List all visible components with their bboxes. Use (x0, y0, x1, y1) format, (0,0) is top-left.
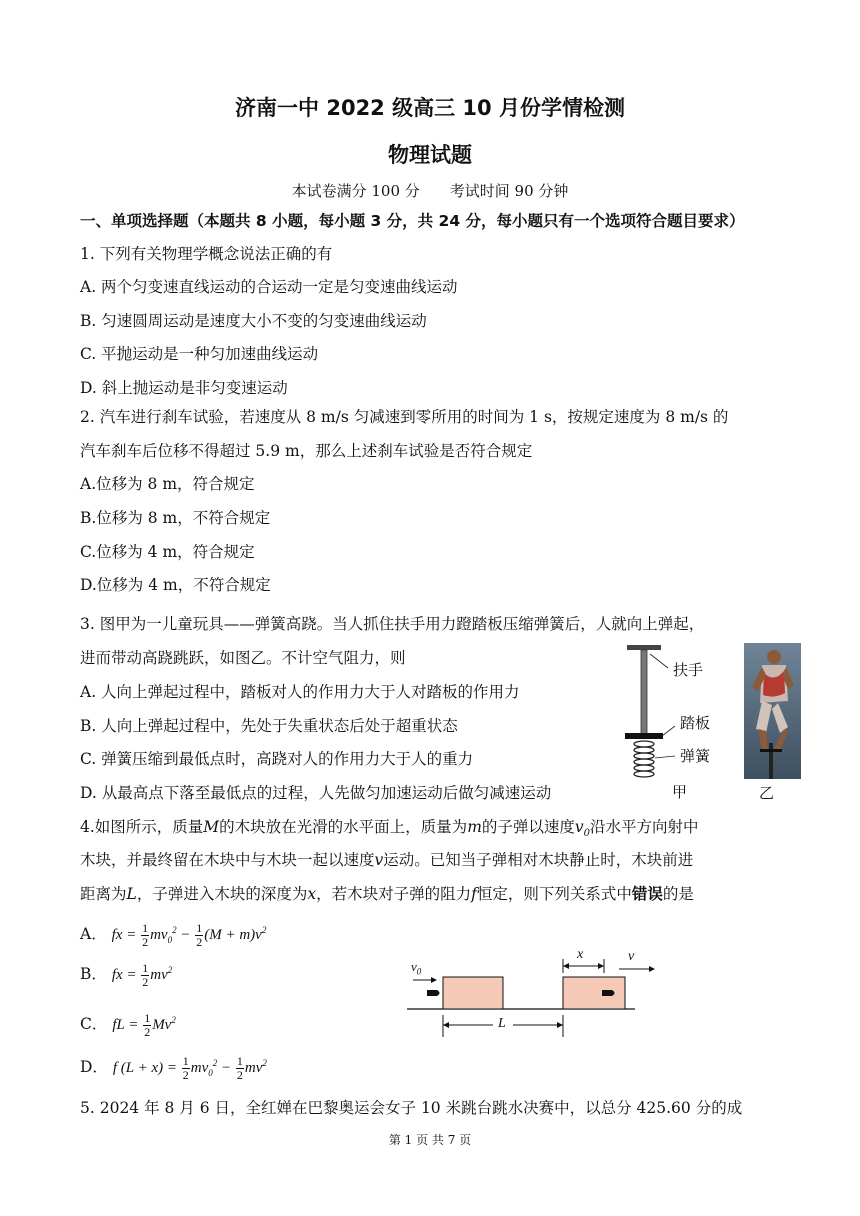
option-label: A． (80, 925, 107, 943)
fig-v0-text: v (411, 959, 417, 974)
bullet-block-diagram (405, 945, 660, 1045)
q4-text: 的子弹以速度 (481, 818, 575, 836)
q4-text: ，若木块对子弹的阻力 (316, 885, 472, 903)
fig-v0-subscript: 0 (416, 966, 422, 977)
q4-text: 的木块放在光滑的水平面上，质量为 (219, 818, 468, 836)
q4-option-a (80, 922, 266, 949)
q4-text: 运动。已知当子弹相对木块静止时，木块前进 (383, 851, 694, 869)
q4-text: 的是 (662, 885, 694, 903)
q4-option-d (80, 1055, 267, 1082)
q2-stem-line1: 2. 汽车进行刹车试验，若速度从 8 m/s 匀减速到零所用的时间为 1 s，按规定速度为 8 m/s 的 (80, 408, 729, 426)
q1-option-d: D. 斜上抛运动是非匀变速运动 (80, 379, 288, 397)
q3-option-b: B. 人向上弹起过程中，先处于失重状态后处于超重状态 (80, 717, 458, 735)
fig-label-v: v (628, 949, 635, 964)
section-heading: 一、单项选择题（本题共 8 小题，每小题 3 分，共 24 分，每小题只有一个选项符合题目要求） (80, 212, 745, 230)
fig-label-L: L (498, 1016, 506, 1031)
exam-info: 本试卷满分 100 分 考试时间 90 分钟 (291, 182, 569, 200)
q2-option-c: C.位移为 4 m，符合规定 (80, 543, 255, 561)
q4-stem-line2 (80, 848, 693, 870)
q5-stem-line1: 5. 2024 年 8 月 6 日，全红婵在巴黎奥运会女子 10 米跳台跳水决赛中，以总分 425.60 分的成 (80, 1099, 743, 1117)
label-yi: 乙 (759, 784, 775, 802)
q1-stem: 1. 下列有关物理学概念说法正确的有 (80, 245, 333, 263)
q1-option-c: C. 平抛运动是一种匀加速曲线运动 (80, 345, 319, 363)
q4-text: 恒定，则下列关系式中 (476, 885, 632, 903)
formula-d: f (L + x) = $\frac{1}{2}$ $mv_0^2$ − $\frac{1}{2}$ $mv^2$ (112, 1054, 267, 1083)
symbol-v0: v (574, 818, 584, 836)
label-pedal: 踏板 (680, 714, 711, 732)
label-handle: 扶手 (673, 661, 704, 679)
option-label: C． (80, 1015, 108, 1033)
q4-text: 4.如图所示，质量 (80, 818, 204, 836)
q3-option-a: A. 人向上弹起过程中，踏板对人的作用力大于人对踏板的作用力 (80, 683, 520, 701)
symbol-f: f (471, 885, 477, 903)
q4-text: 木块，并最终留在木块中与木块一起以速度 (80, 851, 375, 869)
q4-option-b (80, 962, 172, 989)
q2-stem-line2: 汽车刹车后位移不得超过 5.9 m，那么上述刹车试验是否符合规定 (80, 442, 533, 460)
symbol-v: v (374, 851, 384, 869)
formula-c: fL = $\frac{1}{2}$ Mv$^2$ (112, 1011, 176, 1040)
q1-option-b: B. 匀速圆周运动是速度大小不变的匀变速曲线运动 (80, 312, 427, 330)
option-label: D． (80, 1058, 108, 1076)
q4-stem-line1 (80, 815, 699, 839)
document-title: 济南一中 2022 级高三 10 月份学情检测 (235, 96, 625, 120)
q4-text: 沿水平方向射中 (590, 818, 699, 836)
subject-title: 物理试题 (388, 143, 472, 167)
q2-option-d: D.位移为 4 m，不符合规定 (80, 576, 271, 594)
q4-option-c (80, 1012, 176, 1039)
formula-a: fx = $\frac{1}{2}$ $mv_0^2$ − $\frac{1}{2}$ $(M + m)v^2$ (111, 921, 267, 950)
q4-stem-line3 (80, 882, 694, 904)
fig-label-v0 (411, 959, 421, 977)
label-jia: 甲 (672, 783, 688, 801)
q3-stem-line2: 进而带动高跷跳跃，如图乙。不计空气阻力，则 (80, 649, 406, 667)
q2-option-a: A.位移为 8 m，符合规定 (80, 475, 255, 493)
pogo-jumper-photo (744, 643, 801, 779)
q3-stem-line1: 3. 图甲为一儿童玩具——弹簧高跷。当人抓住扶手用力蹬踏板压缩弹簧后，人就向上弹起， (80, 615, 705, 633)
emphasis-wrong: 错误 (631, 885, 663, 903)
fig-label-x: x (577, 947, 584, 962)
option-label: B． (80, 965, 107, 983)
symbol-L: L (126, 885, 137, 903)
symbol-m: m (467, 818, 482, 836)
q4-text: 距离为 (80, 885, 127, 903)
q2-option-b: B.位移为 8 m，不符合规定 (80, 509, 271, 527)
symbol-M: M (203, 818, 220, 836)
q1-option-a: A. 两个匀变速直线运动的合运动一定是匀变速曲线运动 (80, 278, 458, 296)
page-footer: 第 1 页 共 7 页 (388, 1133, 472, 1147)
q3-option-c: C. 弹簧压缩到最低点时，高跷对人的作用力大于人的重力 (80, 750, 474, 768)
label-spring: 弹簧 (680, 747, 711, 765)
q3-option-d: D. 从最高点下落至最低点的过程，人先做匀加速运动后做匀减速运动 (80, 784, 552, 802)
symbol-v0-subscript: 0 (583, 828, 591, 840)
symbol-x: x (307, 885, 317, 903)
q4-text: ，子弹进入木块的深度为 (136, 885, 308, 903)
formula-b: fx = $\frac{1}{2}$ $mv^2$ (111, 961, 173, 990)
